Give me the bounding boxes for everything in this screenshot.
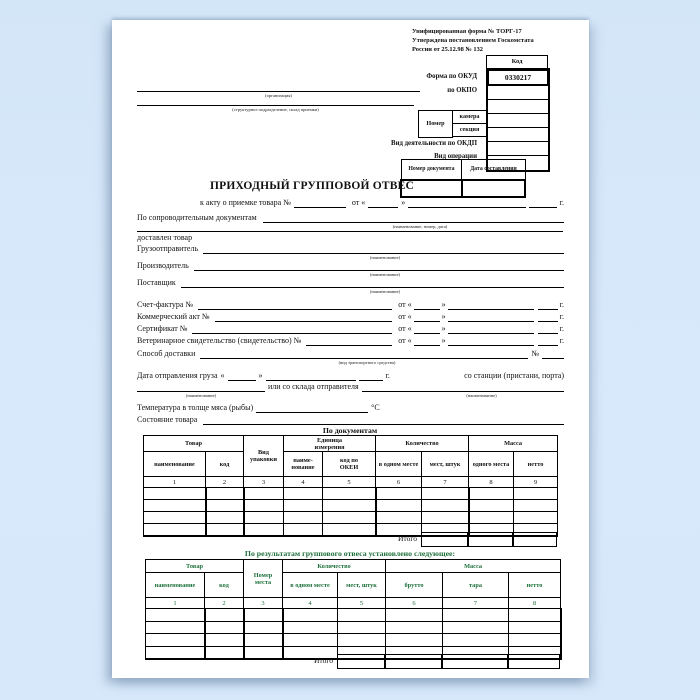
dispatch-label: Дата отправления груза	[137, 371, 218, 380]
warehouse-caption: (наименование)	[466, 393, 497, 398]
operation-label: Вид операции	[434, 153, 477, 160]
veterinary-blank	[306, 337, 392, 346]
group-kolichestvo: Количество	[283, 560, 386, 573]
document-number-table	[400, 159, 526, 198]
empty-data-row	[144, 512, 558, 524]
total-label: Итого	[398, 534, 417, 543]
accompanying-blank	[263, 214, 564, 223]
organization-line	[137, 91, 420, 92]
day-blank	[414, 313, 440, 322]
okud-code-cell: 0330217	[487, 69, 549, 86]
subdivision-caption: (структурное подразделение, склад приемки)	[232, 107, 319, 112]
subtitle-row	[200, 198, 564, 208]
group-kolichestvo: Количество	[376, 436, 469, 452]
month-blank	[408, 199, 525, 208]
column-numbers-row: 1 2 3 4 5 6 7 8 9	[144, 477, 558, 488]
consignor-caption: (наименование)	[369, 255, 401, 260]
sub-kod-okei: код по ОКЕИ	[323, 452, 376, 477]
temperature-row	[137, 403, 564, 413]
table2-title: По результатам группового отвеса установлено следующее:	[244, 549, 456, 558]
sub-naimenovanie: наименование	[146, 573, 205, 598]
approval-block	[412, 27, 572, 54]
quote-open: «	[220, 371, 225, 380]
ot-label: от «	[398, 336, 412, 345]
month-blank	[448, 313, 534, 322]
code-column-header: Код	[486, 55, 548, 69]
from-station-label: со станции (пристани, порта)	[464, 371, 564, 380]
consignor-row	[137, 244, 564, 254]
empty-data-row	[144, 500, 558, 512]
consignor-blank	[203, 245, 564, 254]
group-tovar: Товар	[144, 436, 244, 452]
delivered-label: доставлен товар	[137, 233, 193, 242]
table2-total-row	[145, 654, 560, 669]
okpo-code-cell	[488, 85, 548, 99]
table1-title: По документам	[322, 426, 378, 435]
temperature-blank	[256, 404, 368, 413]
or-warehouse-label: или со склада отправителя	[268, 382, 359, 391]
nomer-label: Номер	[418, 110, 453, 138]
doc-number-header: Номер документа	[401, 160, 462, 181]
total-cell	[468, 532, 513, 547]
separator-line	[137, 231, 563, 232]
commercial-act-row	[137, 312, 564, 322]
condition-blank	[203, 416, 564, 425]
celsius-label: °С	[371, 403, 380, 412]
year-blank	[538, 337, 558, 346]
day-blank	[414, 301, 440, 310]
sub-mest-shtuk: мест, штук	[338, 573, 386, 598]
producer-row	[137, 261, 564, 271]
approval-line: Унифицированная форма № ТОРГ-17	[412, 28, 522, 35]
sub-tara: тара	[443, 573, 509, 598]
sub-netto: нетто	[514, 452, 558, 477]
group-massa: Масса	[386, 560, 561, 573]
day-blank	[228, 372, 256, 381]
delivery-method-blank	[200, 350, 528, 359]
total-cell	[513, 532, 557, 547]
sub-kod: код	[206, 452, 244, 477]
year-blank	[359, 372, 383, 381]
empty-data-row	[144, 488, 558, 500]
station-caption: (наименование)	[185, 393, 217, 398]
weighing-results-table	[145, 559, 562, 660]
doc-date-cell	[462, 180, 525, 197]
veterinary-label: Ветеринарное свидетельство (свидетельство) №	[137, 336, 302, 345]
dispatch-row	[137, 371, 564, 381]
producer-blank	[194, 262, 564, 271]
supplier-blank	[181, 279, 564, 288]
day-blank	[414, 325, 440, 334]
form-page	[112, 20, 589, 678]
ot-label: от «	[351, 198, 366, 207]
certificate-row	[137, 324, 564, 334]
sub-odnogo-mesta: одного места	[469, 452, 514, 477]
okdp-label: Вид деятельности по ОКДП	[391, 139, 477, 147]
transport-caption: (вид транспортного средства)	[338, 360, 396, 365]
sub-naimenovanie2: наиме-нование	[284, 452, 323, 477]
number-sign: №	[531, 349, 539, 358]
year-suffix: г.	[385, 371, 390, 380]
month-blank	[266, 372, 356, 381]
month-blank	[448, 337, 534, 346]
total-cell	[421, 532, 468, 547]
quote-close: »	[258, 371, 263, 380]
quote-close: »	[441, 324, 446, 333]
year-blank	[538, 301, 558, 310]
total-cell	[508, 654, 560, 669]
code-column	[486, 68, 550, 172]
month-blank	[448, 301, 534, 310]
sub-v-odnom-meste: в одном месте	[376, 452, 422, 477]
year-suffix: г.	[559, 324, 564, 333]
accompanying-label: По сопроводительным документам	[137, 213, 257, 222]
empty-data-row	[146, 621, 561, 634]
act-number-blank	[294, 199, 346, 208]
year-blank	[529, 199, 557, 208]
approval-line: Утверждена постановлением Госкомстата	[412, 37, 534, 44]
group-vid-upakovki: Вид упаковки	[244, 436, 284, 477]
certificate-blank	[192, 325, 392, 334]
table1-total-row	[143, 532, 557, 547]
invoice-number-blank	[198, 301, 392, 310]
approval-line: России от 25.12.98 № 132	[412, 46, 483, 53]
ot-label: от «	[398, 300, 412, 309]
year-suffix: г.	[559, 312, 564, 321]
quote-close: »	[441, 336, 446, 345]
column-numbers-row: 1 2 3 4 5 6 7 8	[146, 598, 561, 609]
sub-netto: нетто	[509, 573, 561, 598]
sub-v-odnom-meste: в одном месте	[283, 573, 338, 598]
temperature-label: Температура в толще мяса (рыбы)	[137, 403, 254, 412]
okdp-code-cell	[488, 142, 548, 156]
sub-brutto: брутто	[386, 573, 443, 598]
year-blank	[538, 325, 558, 334]
quote-close: »	[441, 312, 446, 321]
sekcia-code-cell	[488, 128, 548, 142]
year-blank	[538, 313, 558, 322]
day-blank	[414, 337, 440, 346]
quote-close: »	[401, 198, 406, 207]
total-cell	[442, 654, 508, 669]
kamera-code-cell	[488, 114, 548, 128]
sekcia-label: секция	[452, 123, 487, 137]
commercial-act-label: Коммерческий акт №	[137, 312, 210, 321]
certificate-label: Сертификат №	[137, 324, 188, 333]
invoice-label: Счет-фактура №	[137, 300, 194, 309]
supplier-caption: (наименование)	[369, 289, 401, 294]
sub-naimenovanie: наименование	[144, 452, 206, 477]
delivery-method-label: Способ доставки	[137, 349, 196, 358]
empty-data-row	[146, 634, 561, 647]
total-cell	[385, 654, 442, 669]
supplier-row	[137, 278, 564, 288]
total-label: Итого	[314, 656, 333, 665]
accompanying-caption: (наименование, номер, дата)	[392, 224, 448, 229]
group-nomer-mesta: Номер места	[244, 560, 283, 598]
organization-caption: (организация)	[265, 93, 292, 98]
quote-close: »	[441, 300, 446, 309]
ot-label: от «	[398, 312, 412, 321]
empty-code-cell	[488, 100, 548, 114]
condition-label: Состояние товара	[137, 415, 198, 424]
month-blank	[448, 325, 534, 334]
warehouse-row	[137, 382, 564, 392]
subtitle-label: к акту о приемке товара №	[200, 198, 291, 207]
empty-data-row	[146, 609, 561, 622]
supplier-label: Поставщик	[137, 278, 176, 287]
commercial-act-blank	[215, 313, 393, 322]
by-documents-table	[143, 435, 558, 537]
producer-caption: (наименование)	[369, 272, 401, 277]
group-massa: Масса	[469, 436, 558, 452]
accompanying-row	[137, 213, 564, 223]
year-suffix: г.	[559, 336, 564, 345]
condition-row	[137, 415, 564, 425]
form-title: ПРИХОДНЫЙ ГРУППОВОЙ ОТВЕС	[209, 180, 414, 192]
group-edinica: Единица измерения	[284, 436, 376, 452]
warehouse-name-blank	[362, 383, 564, 392]
subdivision-line	[137, 105, 414, 106]
sub-mest-shtuk: мест, штук	[422, 452, 469, 477]
year-suffix: г.	[559, 300, 564, 309]
sub-kod: код	[205, 573, 244, 598]
veterinary-row	[137, 336, 564, 346]
doc-date-header: Дата составления	[462, 160, 525, 181]
ot-label: от «	[398, 324, 412, 333]
delivery-number-blank	[542, 350, 564, 359]
year-suffix: г.	[559, 198, 564, 207]
group-tovar: Товар	[146, 560, 244, 573]
invoice-row	[137, 300, 564, 310]
day-blank	[368, 199, 398, 208]
station-name-blank	[137, 383, 265, 392]
delivery-method-row	[137, 349, 564, 359]
okpo-label: по ОКПО	[447, 86, 477, 94]
producer-label: Производитель	[137, 261, 189, 270]
kamera-label: камера	[452, 110, 487, 124]
consignor-label: Грузоотправитель	[137, 244, 199, 253]
total-cell	[337, 654, 385, 669]
okud-label: Форма по ОКУД	[426, 73, 477, 80]
